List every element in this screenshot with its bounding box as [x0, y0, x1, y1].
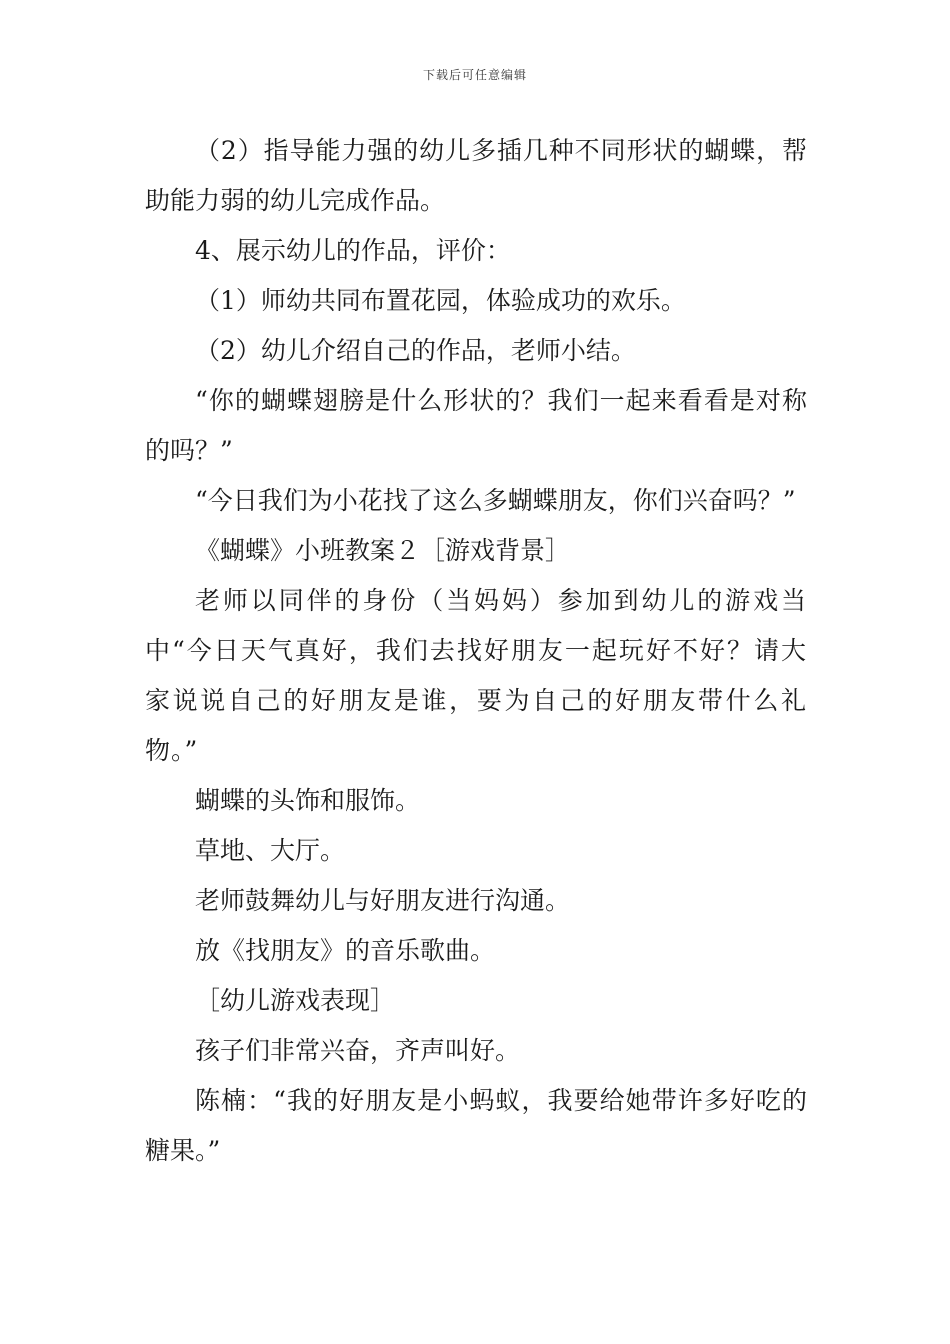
paragraph-8: 老师以同伴的身份（当妈妈）参加到幼儿的游戏当中“今日天气真好，我们去找好朋友一起玩好不好？请大家说说自己的好朋友是谁，要为自己的好朋友带什么礼物。”	[145, 586, 807, 765]
paragraph-5: “你的蝴蝶翅膀是什么形状的？我们一起来看看是对称的吗？”	[145, 386, 807, 465]
paragraph-2: 4、展示幼儿的作品，评价：	[195, 236, 511, 265]
paragraph-4: （2）幼儿介绍自己的作品，老师小结。	[195, 336, 636, 365]
page-header: 下载后可任意编辑	[422, 68, 527, 82]
document-body	[145, 126, 807, 1176]
paragraph-10: 草地、大厅。	[195, 836, 346, 865]
paragraph-15: 陈楠：“我的好朋友是小蚂蚁，我要给她带许多好吃的糖果。”	[145, 1086, 807, 1165]
paragraph-3: （1）师幼共同布置花园，体验成功的欢乐。	[195, 286, 686, 315]
paragraph-14: 孩子们非常兴奋，齐声叫好。	[195, 1036, 521, 1065]
paragraph-9: 蝴蝶的头饰和服饰。	[195, 786, 421, 815]
paragraph-12: 放《找朋友》的音乐歌曲。	[195, 936, 496, 965]
paragraph-6: “今日我们为小花找了这么多蝴蝶朋友，你们兴奋吗？”	[195, 486, 796, 515]
paragraph-1: （2）指导能力强的幼儿多插几种不同形状的蝴蝶，帮助能力弱的幼儿完成作品。	[145, 136, 807, 215]
paragraph-7: 《蝴蝶》小班教案２［游戏背景］	[195, 536, 571, 565]
paragraph-13: ［幼儿游戏表现］	[195, 986, 396, 1015]
paragraph-11: 老师鼓舞幼儿与好朋友进行沟通。	[195, 886, 571, 915]
